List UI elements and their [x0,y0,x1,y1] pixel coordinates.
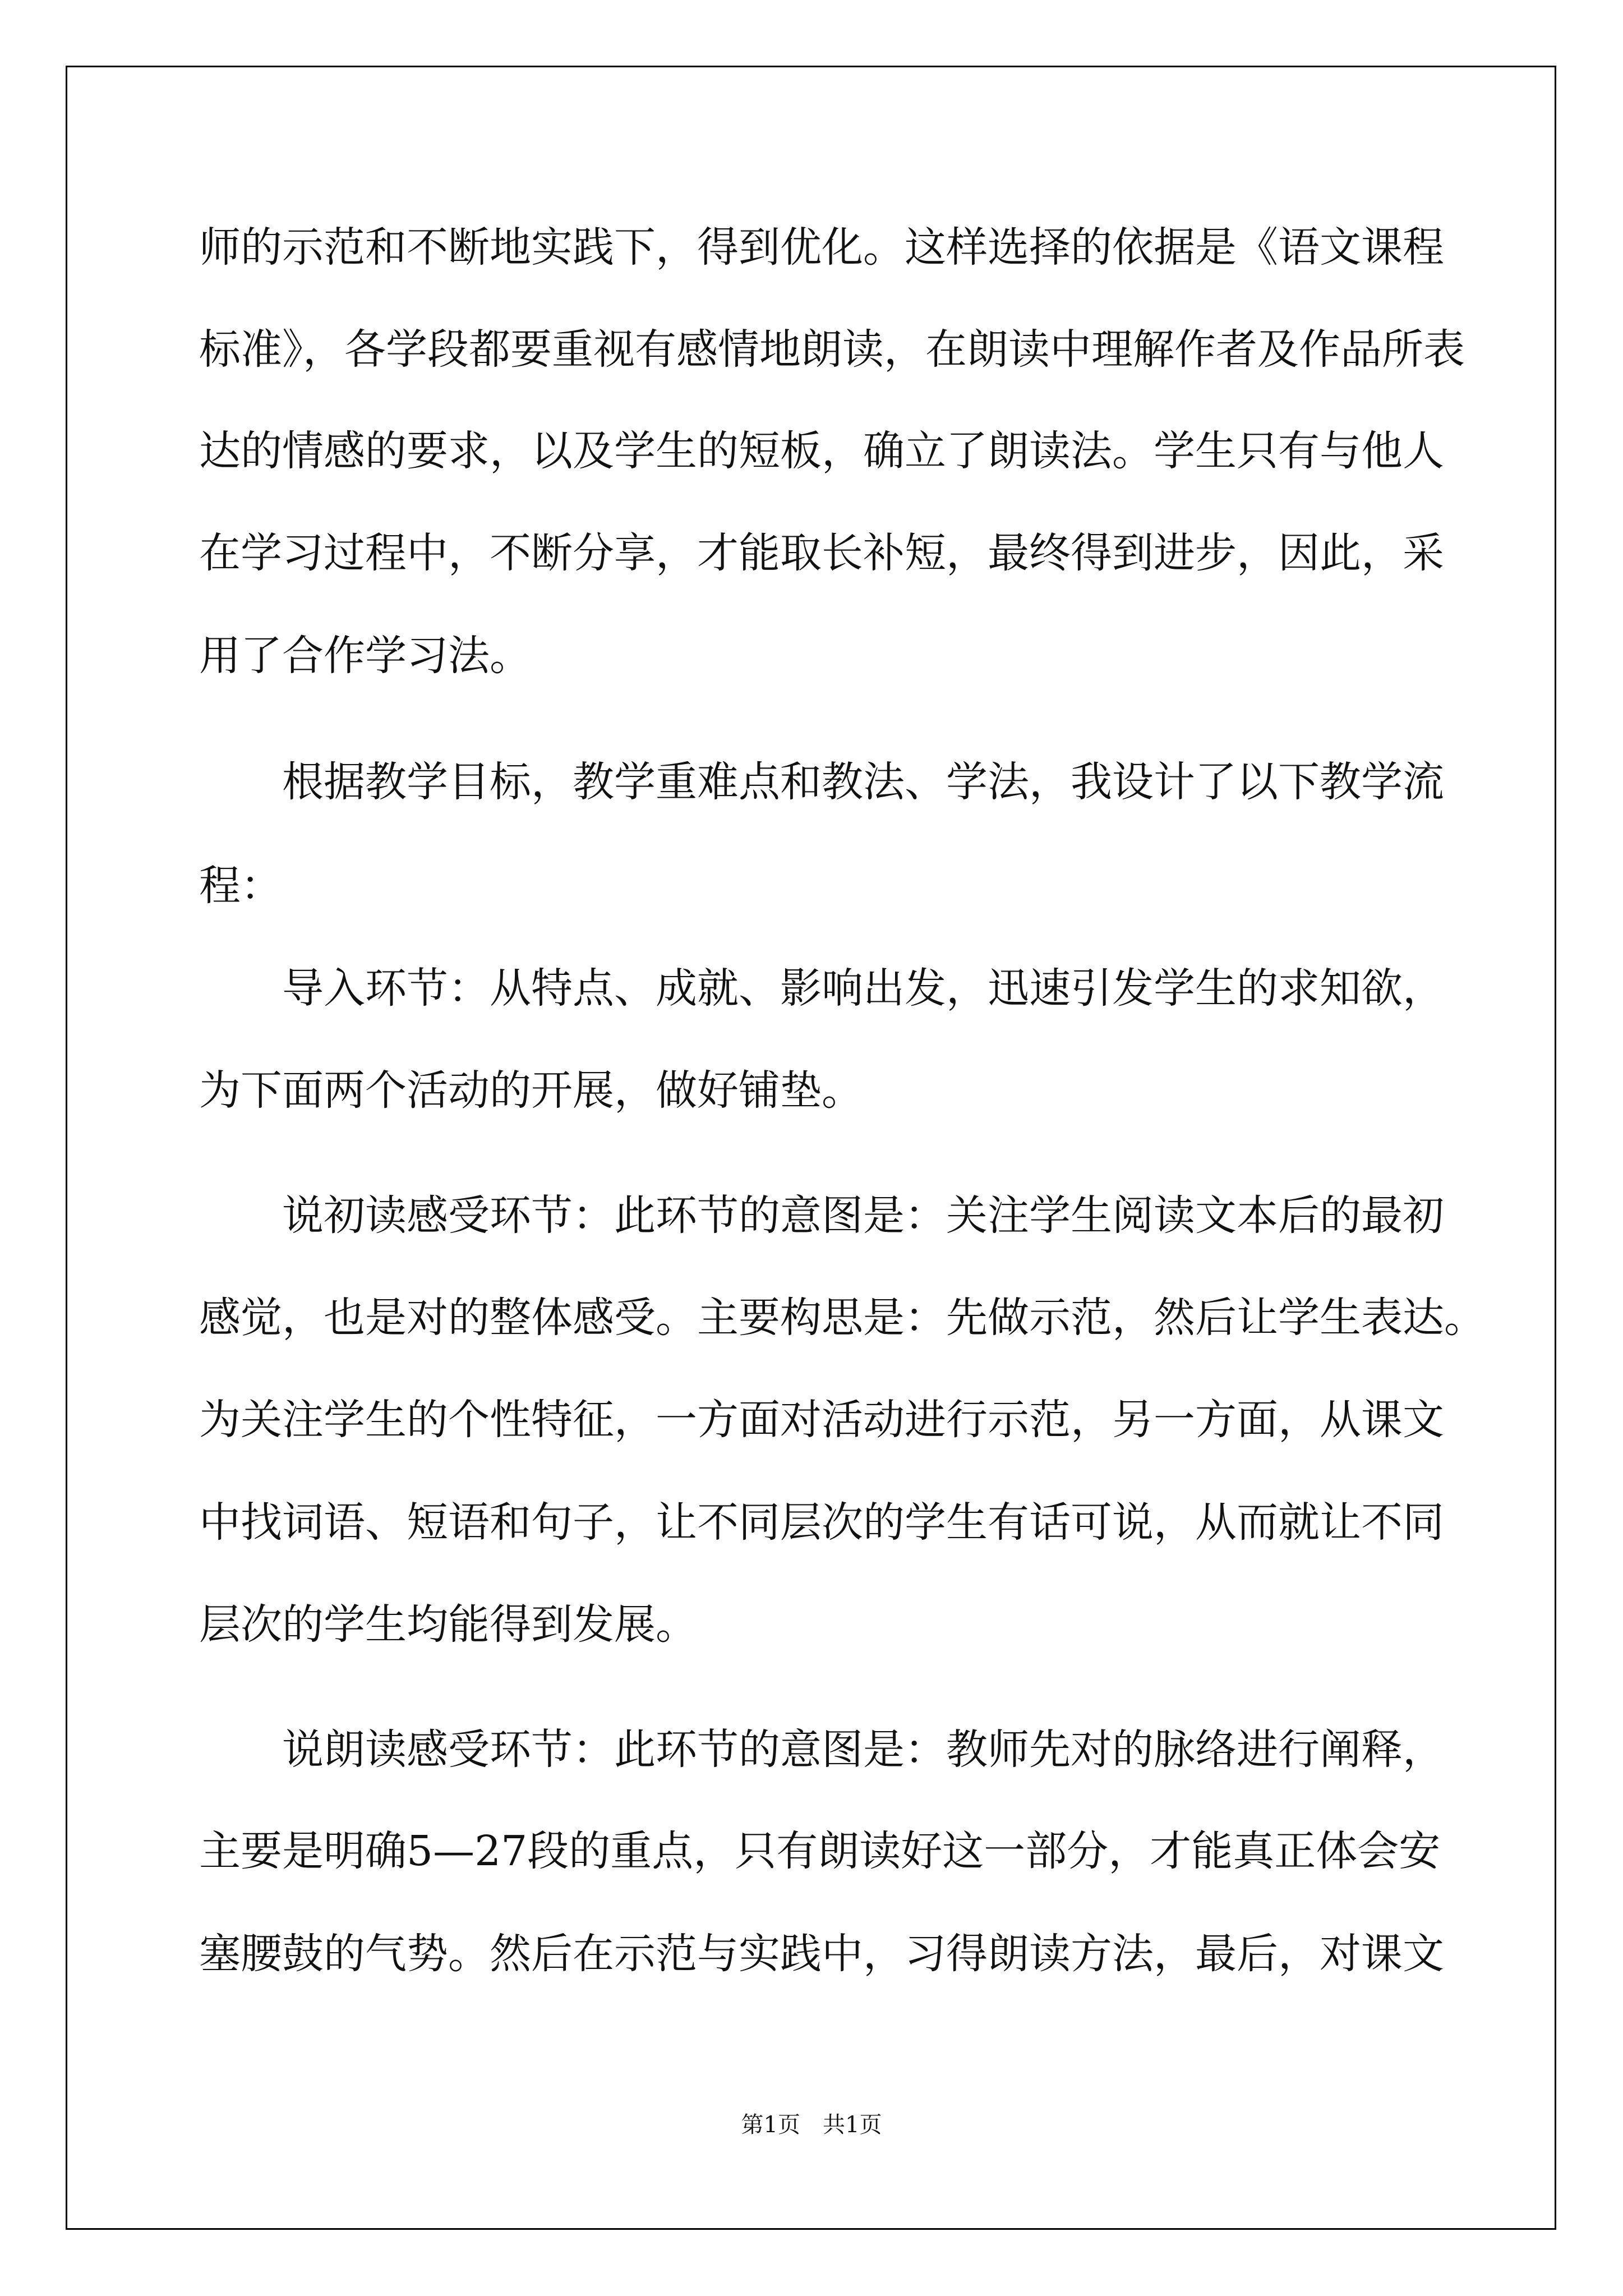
text-line: 师的示范和不断地实践下，得到优化。这样选择的依据是《语文课程 [199,223,1444,272]
text-line: 说朗读感受环节：此环节的意图是：教师先对的脉络进行阐释， [199,1726,1444,1774]
text-line: 为下面两个活动的开展，做好铺垫。 [199,1066,863,1115]
text-line: 主要是明确5—27段的重点，只有朗读好这一部分，才能真正体会安 [199,1827,1441,1875]
text-line: 在学习过程中，不断分享，才能取长补短，最终得到进步，因此，采 [199,529,1444,577]
text-line: 层次的学生均能得到发展。 [199,1600,697,1649]
text-line: 程： [199,862,282,910]
page-number-footer: 第1页 共1页 [741,2112,882,2138]
text-line: 为关注学生的个性特征，一方面对活动进行示范，另一方面，从课文 [199,1396,1444,1444]
text-line: 达的情感的要求，以及学生的短板，确立了朗读法。学生只有与他人 [199,427,1444,475]
text-line: 用了合作学习法。 [199,632,531,680]
text-line: 标准》，各学段都要重视有感情地朗读，在朗读中理解作者及作品所表 [199,325,1465,374]
text-line: 说初读感受环节：此环节的意图是：关注学生阅读文本后的最初 [199,1191,1444,1240]
text-line: 感觉，也是对的整体感受。主要构思是：先做示范，然后让学生表达。 [199,1294,1486,1342]
text-line: 导入环节：从特点、成就、影响出发，迅速引发学生的求知欲， [199,964,1444,1013]
text-line: 塞腰鼓的气势。然后在示范与实践中，习得朗读方法，最后，对课文 [199,1930,1444,1978]
text-line: 根据教学目标，教学重难点和教法、学法，我设计了以下教学流 [199,758,1444,806]
page-border [66,66,1556,2230]
text-line: 中找词语、短语和句子，让不同层次的学生有话可说，从而就让不同 [199,1498,1444,1547]
